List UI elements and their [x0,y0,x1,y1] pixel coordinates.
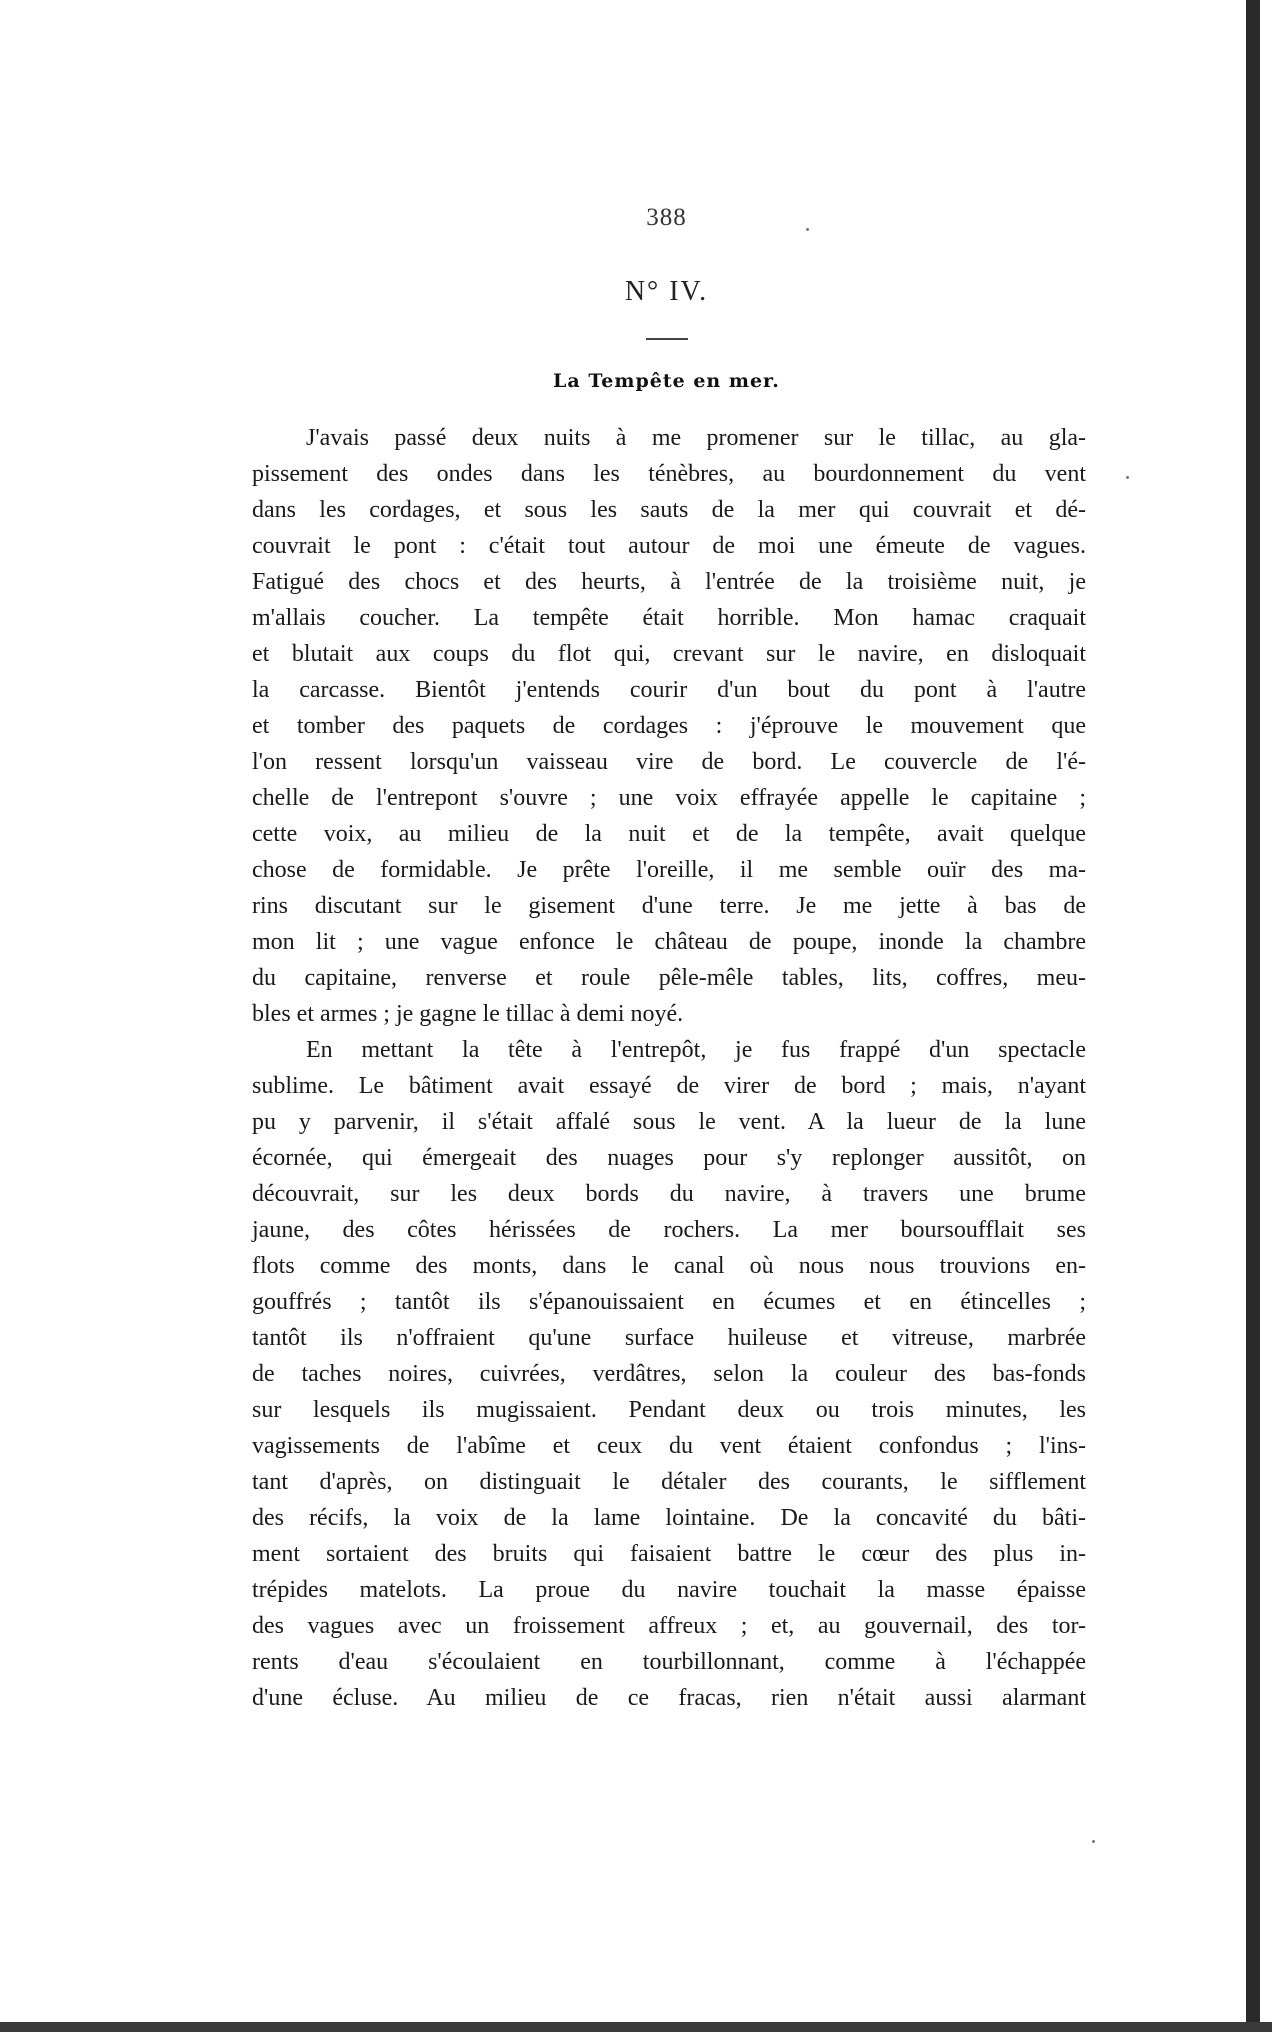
text-line: rins discutant sur le gisement d'une terre. Je me jette à bas de [252,893,1086,919]
text-line: de taches noires, cuivrées, verdâtres, selon la couleur des bas-fonds [252,1361,1086,1387]
text-line: chelle de l'entrepont s'ouvre ; une voix effrayée appelle le capitaine ; [252,785,1086,811]
text-line: chose de formidable. Je prête l'oreille, il me semble ouïr des ma- [252,857,1086,883]
body-text [252,420,1086,1716]
text-line: des vagues avec un froissement affreux ; et, au gouvernail, des tor- [252,1613,1086,1639]
print-speck [806,228,809,231]
text-line: des récifs, la voix de la lame lointaine. De la concavité du bâti- [252,1505,1086,1531]
text-line: pissement des ondes dans les ténèbres, au bourdonnement du vent [252,461,1086,487]
text-line: ment sortaient des bruits qui faisaient battre le cœur des plus in- [252,1541,1086,1567]
text-line: dans les cordages, et sous les sauts de la mer qui couvrait et dé- [252,497,1086,523]
text-line: écornée, qui émergeait des nuages pour s'y replonger aussitôt, on [252,1145,1086,1171]
page-number: 388 [646,204,687,231]
paragraph-1 [252,420,1086,1032]
text-line: et blutait aux coups du flot qui, crevant sur le navire, en disloquait [252,641,1086,667]
text-line: sublime. Le bâtiment avait essayé de virer de bord ; mais, n'ayant [252,1073,1086,1099]
chapter-title: La Tempête en mer. [553,370,780,392]
text-line: Fatigué des chocs et des heurts, à l'entrée de la troisième nuit, je [252,569,1086,595]
text-line: d'une écluse. Au milieu de ce fracas, rien n'était aussi alarmant [252,1685,1086,1711]
text-line: m'allais coucher. La tempête était horrible. Mon hamac craquait [252,605,1086,631]
text-line: l'on ressent lorsqu'un vaisseau vire de bord. Le couvercle de l'é- [252,749,1086,775]
text-line: trépides matelots. La proue du navire touchait la masse épaisse [252,1577,1086,1603]
text-line: vagissements de l'abîme et ceux du vent étaient confondus ; l'ins- [252,1433,1086,1459]
text-line: jaune, des côtes hérissées de rochers. La mer boursoufflait ses [252,1217,1086,1243]
text-line: du capitaine, renverse et roule pêle-mêle tables, lits, coffres, meu- [252,965,1086,991]
divider-rule [646,338,688,340]
text-line: rents d'eau s'écoulaient en tourbillonnant, comme à l'échappée [252,1649,1086,1675]
text-line: découvrait, sur les deux bords du navire, à travers une brume [252,1181,1086,1207]
page-bottom-edge [0,2022,1272,2032]
section-number: N° IV. [624,276,709,307]
text-line: sur lesquels ils mugissaient. Pendant deux ou trois minutes, les [252,1397,1086,1423]
text-line: tant d'après, on distinguait le détaler des courants, le sifflement [252,1469,1086,1495]
text-line: couvrait le pont : c'était tout autour de moi une émeute de vagues. [252,533,1086,559]
text-line: tantôt ils n'offraient qu'une surface huileuse et vitreuse, marbrée [252,1325,1086,1351]
text-line: bles et armes ; je gagne le tillac à demi noyé. [252,1001,684,1027]
text-line: et tomber des paquets de cordages : j'éprouve le mouvement que [252,713,1086,739]
paragraph-2 [252,1032,1086,1716]
text-line: flots comme des monts, dans le canal où nous nous trouvions en- [252,1253,1086,1279]
print-speck [1126,476,1129,479]
text-line: gouffrés ; tantôt ils s'épanouissaient en écumes et en étincelles ; [252,1289,1086,1315]
text-line: cette voix, au milieu de la nuit et de la tempête, avait quelque [252,821,1086,847]
print-speck [1092,1840,1095,1843]
text-line: mon lit ; une vague enfonce le château de poupe, inonde la chambre [252,929,1086,955]
text-line: pu y parvenir, il s'était affalé sous le vent. A la lueur de la lune [252,1109,1086,1135]
text-line: En mettant la tête à l'entrepôt, je fus frappé d'un spectacle [306,1037,1086,1063]
text-line: la carcasse. Bientôt j'entends courir d'un bout du pont à l'autre [252,677,1086,703]
text-line: J'avais passé deux nuits à me promener sur le tillac, au gla- [306,425,1086,451]
